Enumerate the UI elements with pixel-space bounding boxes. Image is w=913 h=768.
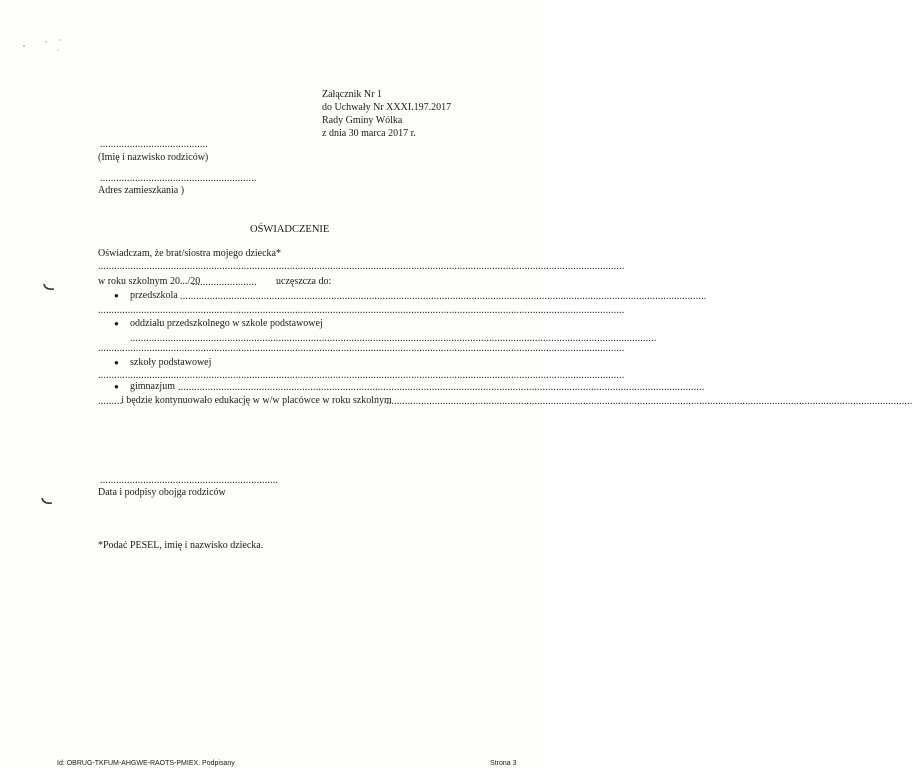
document-title: OŚWIADCZENIE	[250, 224, 330, 235]
fill-line-3: ...................................................................................................................................................................................................	[130, 333, 657, 344]
fill-line-1: ...................................................................................................................................................................................................	[98, 261, 625, 272]
parent-name-label: (Imię i nazwisko rodziców)	[98, 152, 209, 163]
continue-dots: ...................................................................................................................................................................................................	[386, 396, 913, 407]
school-year-text: w roku szkolnym 20.../20	[98, 276, 201, 287]
fill-line-2: ...................................................................................................................................................................................................	[98, 305, 625, 316]
continue-text: i będzie kontynuowało edukację w w/w placówce w roku szkolnym	[121, 395, 392, 406]
bullet-dot: ●	[114, 382, 119, 391]
annex-line-3: Rady Gminy Wólka	[322, 115, 403, 126]
bullet-dot: ●	[114, 319, 119, 328]
parent-name-dots: ........................................	[100, 139, 208, 150]
punch-hole-mark	[42, 282, 56, 292]
address-label: Adres zamieszkania )	[98, 185, 185, 196]
bullet-preschool: przedszkola	[130, 290, 178, 301]
preschool-dots: ...................................................................................................................................................................................................	[180, 291, 707, 302]
bullet-dot: ●	[114, 291, 119, 300]
annex-line-2: do Uchwały Nr XXXI.197.2017	[322, 102, 452, 113]
school-year-dots: ........................	[192, 277, 257, 288]
address-dots: ..........................................................	[100, 173, 257, 184]
annex-line-1: Załącznik Nr 1	[322, 89, 382, 100]
signature-dots: ..................................................................	[100, 475, 279, 486]
bullet-preschool-unit: oddziału przedszkolnego w szkole podstawowej	[130, 318, 323, 329]
punch-hole-mark	[40, 496, 54, 506]
bullet-primary-school: szkoły podstawowej	[130, 357, 212, 368]
footer-id: Id: OBRUG-TKFUM-AHGWE-RAOTS-PMIEX. Podpisany	[57, 760, 235, 767]
fill-line-4: ...................................................................................................................................................................................................	[98, 343, 625, 354]
fill-line-5: ...................................................................................................................................................................................................	[98, 370, 625, 381]
footnote: *Podać PESEL, imię i nazwisko dziecka.	[98, 540, 264, 551]
scan-specks	[20, 38, 80, 58]
bullet-junior-high: gimnazjum	[130, 381, 175, 392]
footer-page-number: Strona 3	[490, 760, 517, 767]
continue-lead-dots: .........	[98, 396, 123, 407]
junior-high-dots: ...................................................................................................................................................................................................	[178, 382, 705, 393]
annex-line-4: z dnia 30 marca 2017 r.	[322, 128, 416, 139]
signature-label: Data i podpisy obojga rodziców	[98, 487, 226, 498]
intro-text: Oświadczam, że brat/siostra mojego dziecka*	[98, 248, 281, 259]
bullet-dot: ●	[114, 358, 119, 367]
attends-text: uczęszcza do:	[276, 276, 332, 287]
